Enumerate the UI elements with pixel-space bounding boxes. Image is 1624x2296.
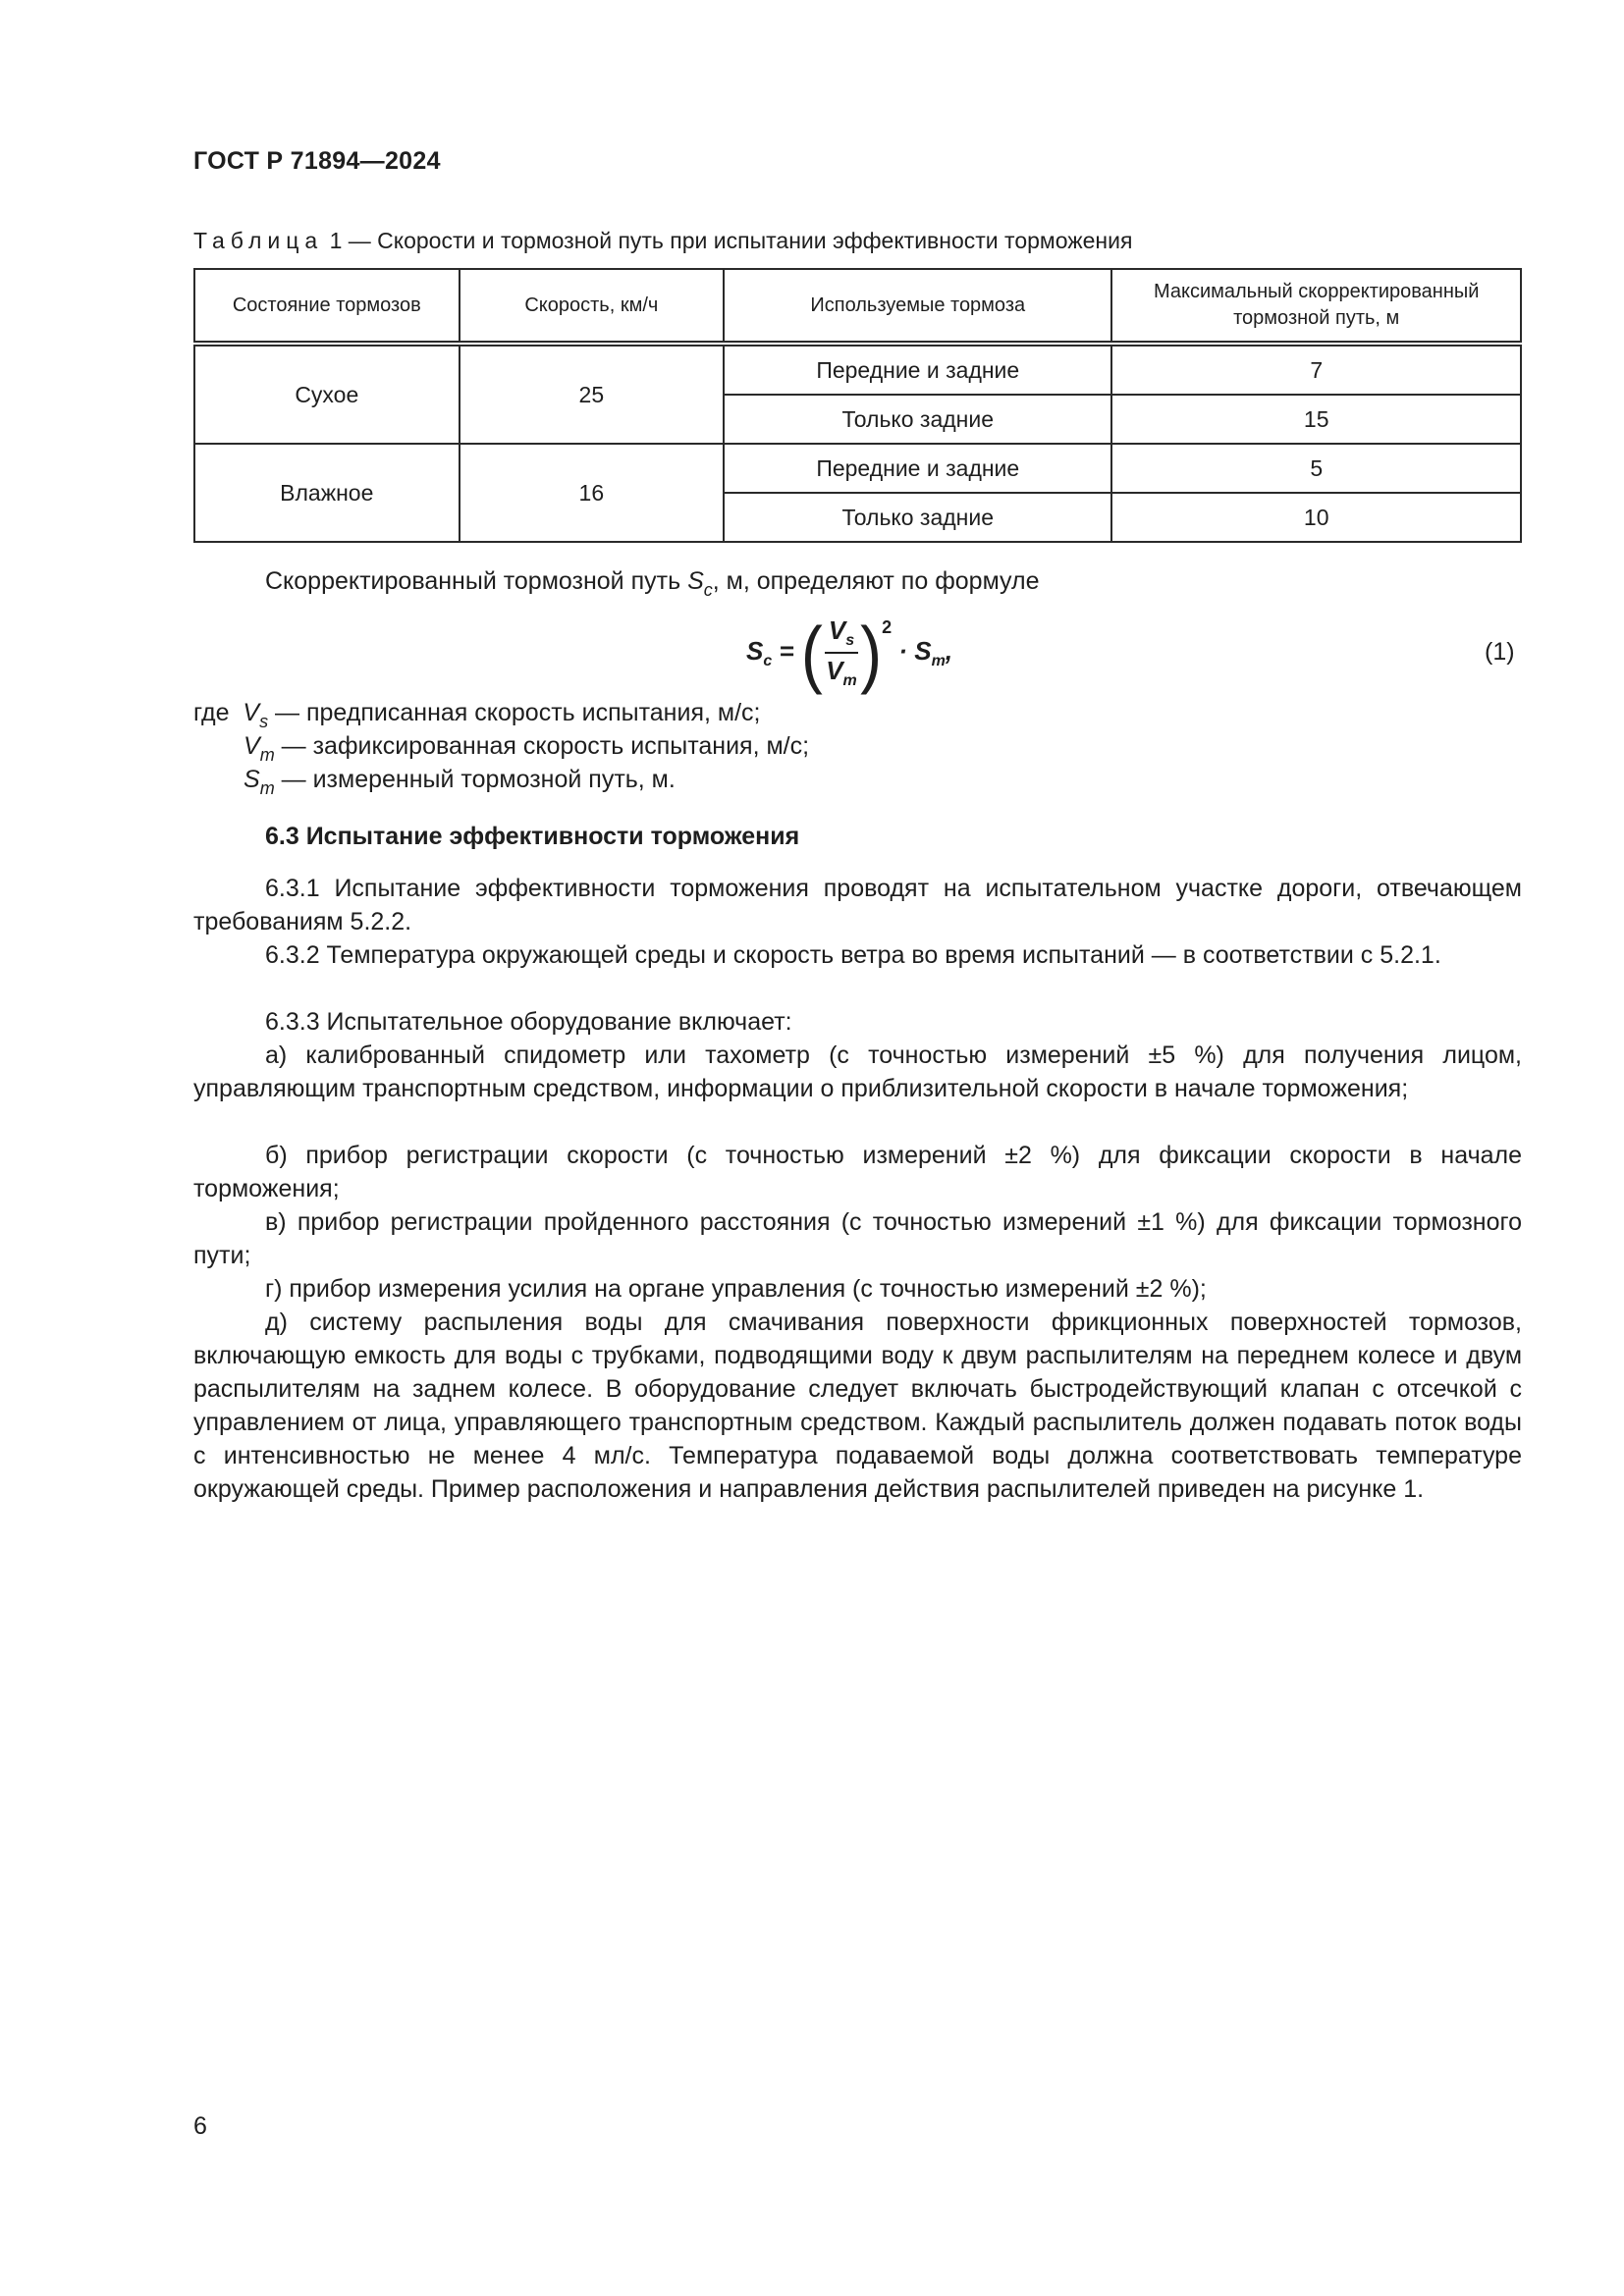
list-item — [193, 1139, 1522, 1205]
formula-intro — [265, 567, 1039, 601]
list-item-text: г) прибор измерения усилия на органе управления (с точностью измерений ±2 %); — [265, 1275, 1207, 1303]
paragraph — [193, 872, 1522, 938]
distance-cell: 7 — [1111, 344, 1521, 395]
right-paren: ) — [860, 611, 883, 695]
paragraph — [193, 938, 1522, 972]
list-item — [193, 1306, 1522, 1506]
braking-table — [193, 268, 1522, 543]
brakes-cell: Передние и задние — [724, 444, 1111, 493]
left-paren: ( — [800, 611, 823, 695]
header-cell: Максимальный скорректированный тормозной путь, м — [1111, 269, 1521, 344]
formula-fraction — [825, 615, 858, 690]
formula-intro-variable: S — [687, 567, 704, 595]
where-description: — предписанная скорость испытания, м/с; — [275, 699, 761, 726]
list-item-text: а) калиброванный спидометр или тахометр (с точностью измерений ±5 %) для получения лицом, управляющим транспортным средством, информации о приблизительной скорости в начале торможения; — [193, 1041, 1522, 1102]
paragraph-text: 6.3.2 Температура окружающей среды и скорость ветра во время испытаний — в соответствии с 5.2.1. — [265, 941, 1441, 969]
where-variable: V — [244, 732, 260, 760]
list-item — [193, 1039, 1522, 1105]
list-item-text: б) прибор регистрации скорости (с точностью измерений ±2 %) для фиксации скорости в начале торможения; — [193, 1142, 1522, 1202]
fraction-denominator: $V_m$ — [826, 656, 857, 689]
section-title: 6.3 Испытание эффективности торможения — [265, 823, 800, 850]
where-description: — измеренный тормозной путь, м. — [281, 766, 676, 793]
distance-cell: 10 — [1111, 493, 1521, 542]
brakes-cell: Только задние — [724, 493, 1111, 542]
formula-intro-text: Скорректированный тормозной путь — [265, 567, 688, 595]
brakes-cell: Передние и задние — [724, 344, 1111, 395]
distance-cell: 15 — [1111, 395, 1521, 444]
formula-intro-tail: , м, определяют по формуле — [712, 567, 1040, 595]
fraction-numerator: $V_s$ — [825, 615, 858, 654]
where-subscript: m — [259, 778, 275, 798]
table-row — [194, 444, 1521, 493]
formula-exponent: 2 — [882, 617, 893, 637]
paragraph — [193, 1005, 1522, 1039]
brakes-cell: Только задние — [724, 395, 1111, 444]
formula-rhs: · $S_m$, — [892, 635, 953, 669]
header-cell: Состояние тормозов — [194, 269, 460, 344]
where-subscript: m — [259, 745, 275, 765]
list-item — [193, 1272, 1522, 1306]
document-id-header: ГОСТ Р 71894—2024 — [193, 147, 441, 175]
paragraph-text: 6.3.3 Испытательное оборудование включает: — [265, 1008, 792, 1036]
where-variable: S — [244, 766, 260, 793]
where-line-3 — [244, 762, 676, 806]
table-caption-label: Таблица — [193, 228, 324, 253]
formula-lhs: $S_c$ = — [746, 635, 801, 669]
where-description: — зафиксированная скорость испытания, м/с; — [281, 732, 810, 760]
where-lead: где — [193, 699, 230, 726]
list-item — [193, 1205, 1522, 1272]
table-row — [194, 344, 1521, 395]
where-variable: V — [243, 699, 260, 726]
header-cell: Скорость, км/ч — [460, 269, 725, 344]
equation-number: (1) — [1485, 638, 1515, 666]
state-cell: Влажное — [194, 444, 460, 542]
speed-cell: 16 — [460, 444, 725, 542]
list-item-text: д) систему распыления воды для смачивания поверхности фрикционных поверхностей тормозов, включающую емкость для воды с трубками, подводящими воду к двум распылителям на переднем колесе и двум распылителям на заднем колесе. В оборудование следует включать быстродействующий клапан с отсечкой с управлением от лица, управляющего транспортным средством. Каждый распылитель должен подавать поток воды с интенсивностью не менее 4 мл/с. Температура подаваемой воды должна соответствовать температуре окружающей среды. Пример расположения и направления действия распылителей приведен на рисунке 1. — [193, 1308, 1522, 1503]
list-item-text: в) прибор регистрации пройденного расстояния (с точностью измерений ±1 %) для фиксации тормозного пути; — [193, 1208, 1522, 1269]
where-subscript: s — [259, 712, 269, 731]
header-cell: Используемые тормоза — [724, 269, 1111, 344]
speed-cell: 25 — [460, 344, 725, 444]
table-header-row — [194, 269, 1521, 344]
braking-distance-formula — [746, 611, 953, 695]
paragraph-text: 6.3.1 Испытание эффективности торможения проводят на испытательном участке дороги, отвечающем требованиям 5.2.2. — [193, 875, 1522, 935]
table-caption — [193, 228, 1132, 254]
page-number: 6 — [193, 2112, 207, 2140]
distance-cell: 5 — [1111, 444, 1521, 493]
table-caption-text: 1 — Скорости и тормозной путь при испытании эффективности торможения — [329, 228, 1133, 253]
formula-intro-subscript: c — [703, 580, 713, 600]
state-cell: Сухое — [194, 344, 460, 444]
